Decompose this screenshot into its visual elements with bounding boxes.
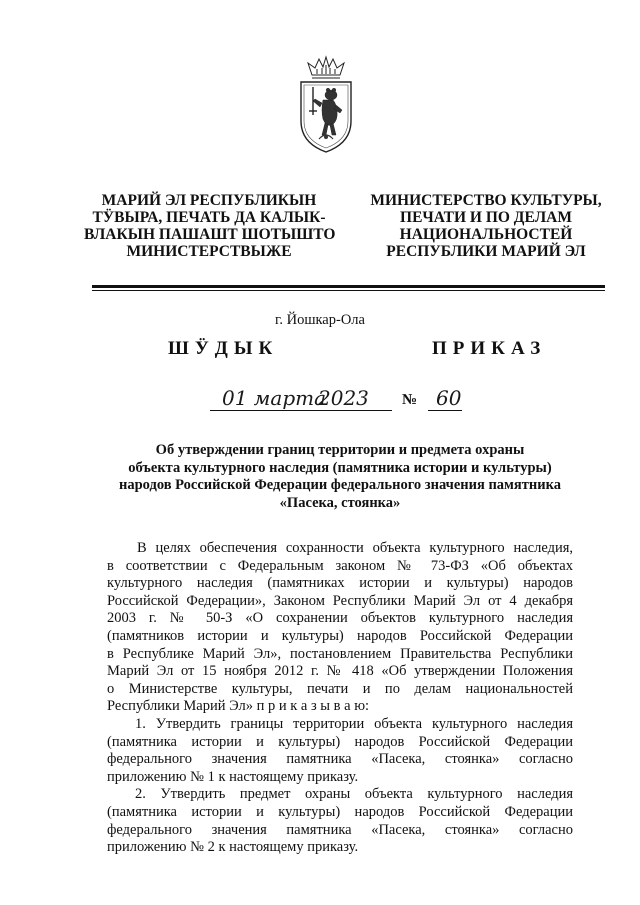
doc-type-russian: ПРИКАЗ (432, 338, 547, 359)
header-right-line: МИНИСТЕРСТВО КУЛЬТУРЫ, (370, 192, 602, 209)
header-left-line: МАРИЙ ЭЛ РЕСПУБЛИКЫН (101, 192, 317, 209)
body-line: Российской Федерации», Законом Республики Марий Эл от 4 декабря (107, 592, 573, 609)
coat-of-arms-emblem (295, 55, 357, 155)
handwritten-date: 01 марта (222, 386, 327, 410)
handwritten-year: 2023 (318, 386, 369, 410)
document-body (107, 540, 573, 857)
body-line: (памятников истории и культуры) народов Российской Федерации (107, 627, 573, 644)
body-line: Республики Марий Эл» п р и к а з ы в а ю: (107, 698, 370, 715)
body-line: приложению № 2 к настоящему приказу. (107, 839, 359, 856)
body-line: Марий Эл от 15 ноября 2012 г. № 418 «Об утверждении Положения (107, 663, 573, 680)
handwritten-number: 60 (436, 386, 462, 410)
ministry-name-mari (84, 192, 334, 260)
body-line: (памятника истории и культуры) народов Российской Федерации (107, 733, 573, 750)
header-right-line: ПЕЧАТИ И ПО ДЕЛАМ (400, 209, 572, 226)
number-underline (428, 410, 462, 411)
city-name: г. Йошкар-Ола (275, 312, 365, 328)
body-line: приложению № 1 к настоящему приказу. (107, 768, 359, 785)
ministry-name-russian (370, 192, 602, 260)
header-left-line: МИНИСТЕРСТВЫЖЕ (126, 243, 292, 260)
header-divider-thin (92, 290, 605, 291)
body-line: (памятника истории и культуры) народов Российской Федерации (107, 803, 573, 820)
header-right-line: НАЦИОНАЛЬНОСТЕЙ (399, 226, 573, 243)
body-line: 2. Утвердить предмет охраны объекта культурного наследия (135, 786, 573, 803)
body-line: В целях обеспечения сохранности объекта культурного наследия, (137, 540, 573, 556)
body-line: федерального значения памятника «Пасека, стоянка» согласно (107, 751, 573, 768)
title-line: объекта культурного наследия (памятника истории и культуры) (128, 459, 552, 476)
body-line: 2003 г. № 50-З «О сохранении объектов культурного наследия (107, 610, 573, 627)
body-line: в Республике Марий Эл», постановлением Правительства Республики (107, 645, 573, 662)
date-underline (210, 410, 392, 411)
number-sign: № (402, 392, 418, 408)
title-line: Об утверждении границ территории и предмета охраны (155, 442, 525, 458)
document-title (90, 442, 590, 512)
title-line: народов Российской Федерации федерального значения памятника (119, 477, 561, 493)
doc-type-mari: ШӰДЫК (168, 338, 279, 359)
title-line: «Пасека, стоянка» (279, 494, 401, 511)
header-right-line: РЕСПУБЛИКИ МАРИЙ ЭЛ (386, 243, 586, 260)
header-divider-thick (92, 285, 605, 288)
body-line: федерального значения памятника «Пасека, стоянка» согласно (107, 821, 573, 838)
body-line: 1. Утвердить границы территории объекта культурного наследия (135, 715, 573, 732)
body-line: о Министерстве культуры, печати и по делам национальностей (107, 680, 573, 697)
body-line: в соответствии с Федеральным законом № 73-ФЗ «Об объектах (107, 557, 573, 574)
body-line: культурного наследия (памятниках истории и культуры) народов (107, 575, 573, 592)
header-left-line: ТӰВЫРА, ПЕЧАТЬ ДА КАЛЫК- (92, 209, 326, 226)
header-left-line: ВЛАКЫН ПАШАШТ ШОТЫШТО (84, 226, 336, 243)
